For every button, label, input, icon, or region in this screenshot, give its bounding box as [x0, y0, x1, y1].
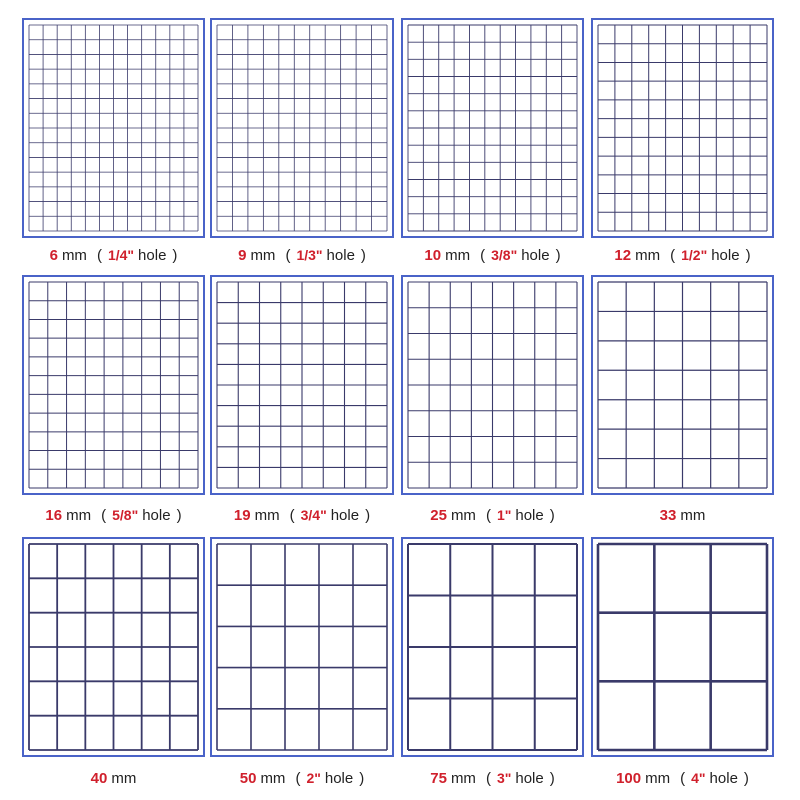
wire-grid: [212, 277, 392, 493]
hole-label: hole: [330, 506, 360, 524]
mesh-size-value: 9: [238, 246, 247, 264]
hole-label: hole: [324, 769, 354, 787]
wire-grid: [403, 20, 582, 236]
wire-grid: [593, 20, 772, 236]
mesh-size-value: 12: [614, 246, 632, 264]
mesh-caption-33mm: [591, 502, 774, 528]
mesh-panel-9mm: [210, 18, 394, 238]
mesh-size-unit: mm: [645, 769, 671, 787]
open-paren: (: [485, 506, 491, 524]
wire-grid: [593, 277, 772, 493]
hole-inch-value: 1/3": [296, 247, 323, 263]
mesh-caption-75mm: [401, 765, 584, 791]
mesh-caption-40mm: [22, 765, 205, 791]
close-paren: ): [359, 769, 365, 787]
hole-label: hole: [142, 506, 171, 524]
mesh-panel-33mm: [591, 275, 774, 495]
open-paren: (: [285, 246, 291, 264]
close-paren: ): [365, 506, 371, 524]
mesh-size-unit: mm: [111, 769, 137, 787]
open-paren: (: [101, 506, 107, 524]
mesh-caption-16mm: [22, 502, 205, 528]
close-paren: ): [549, 506, 555, 524]
mesh-caption-25mm: [401, 502, 584, 528]
mesh-panel-6mm: [22, 18, 205, 238]
close-paren: ): [172, 246, 178, 264]
mesh-panel-40mm: [22, 537, 205, 757]
mesh-panel-10mm: [401, 18, 584, 238]
wire-grid: [212, 20, 392, 236]
hole-inch-value: 4": [691, 770, 706, 786]
mesh-size-value: 19: [233, 506, 251, 524]
open-paren: (: [485, 769, 491, 787]
mesh-caption-10mm: [401, 242, 584, 268]
wire-grid: [403, 539, 582, 755]
hole-label: hole: [521, 246, 550, 264]
mesh-caption-50mm: [210, 765, 394, 791]
close-paren: ): [555, 246, 561, 264]
mesh-panel-25mm: [401, 275, 584, 495]
mesh-panel-12mm: [591, 18, 774, 238]
mesh-size-unit: mm: [61, 246, 87, 264]
close-paren: ): [360, 246, 366, 264]
mesh-size-value: 25: [430, 506, 447, 524]
open-paren: (: [680, 769, 686, 787]
hole-label: hole: [709, 769, 738, 787]
hole-inch-value: 3/8": [491, 247, 518, 263]
hole-inch-value: 1/4": [107, 247, 135, 263]
close-paren: ): [745, 246, 751, 264]
mesh-panel-50mm: [210, 537, 394, 757]
mesh-caption-100mm: [591, 765, 774, 791]
mesh-size-value: 10: [424, 246, 442, 264]
close-paren: ): [549, 769, 555, 787]
close-paren: ): [176, 506, 182, 524]
mesh-size-value: 75: [430, 769, 447, 787]
open-paren: (: [96, 246, 102, 264]
mesh-panel-19mm: [210, 275, 394, 495]
mesh-caption-12mm: [591, 242, 774, 268]
hole-label: hole: [711, 246, 740, 264]
wire-grid: [593, 539, 772, 755]
open-paren: (: [295, 769, 301, 787]
wire-grid: [24, 277, 203, 493]
hole-label: hole: [326, 246, 355, 264]
mesh-size-value: 6: [49, 246, 58, 264]
mesh-size-unit: mm: [66, 506, 92, 524]
open-paren: (: [670, 246, 676, 264]
wire-grid: [24, 20, 203, 236]
wire-grid: [403, 277, 582, 493]
wire-grid: [24, 539, 203, 755]
mesh-caption-19mm: [210, 502, 394, 528]
mesh-panel-75mm: [401, 537, 584, 757]
mesh-size-unit: mm: [450, 506, 476, 524]
hole-inch-value: 3/4": [300, 507, 327, 523]
mesh-size-unit: mm: [445, 246, 471, 264]
mesh-size-unit: mm: [260, 769, 286, 787]
mesh-size-value: 40: [90, 769, 108, 787]
wire-grid: [212, 539, 392, 755]
mesh-caption-9mm: [210, 242, 394, 268]
hole-label: hole: [138, 246, 167, 264]
mesh-size-unit: mm: [635, 246, 661, 264]
mesh-size-unit: mm: [254, 506, 280, 524]
hole-label: hole: [515, 506, 544, 524]
hole-inch-value: 2": [306, 770, 321, 786]
hole-inch-value: 5/8": [112, 507, 139, 523]
mesh-size-value: 33: [659, 506, 677, 524]
mesh-size-unit: mm: [250, 246, 276, 264]
hole-label: hole: [515, 769, 544, 787]
close-paren: ): [743, 769, 749, 787]
mesh-panel-16mm: [22, 275, 205, 495]
mesh-size-unit: mm: [450, 769, 476, 787]
mesh-size-value: 50: [239, 769, 257, 787]
open-paren: (: [480, 246, 486, 264]
hole-inch-value: 3": [496, 770, 512, 786]
mesh-size-value: 16: [45, 506, 63, 524]
mesh-size-unit: mm: [680, 506, 706, 524]
hole-inch-value: 1": [496, 507, 512, 523]
mesh-size-value: 100: [616, 769, 642, 787]
mesh-panel-100mm: [591, 537, 774, 757]
hole-inch-value: 1/2": [681, 247, 708, 263]
mesh-caption-6mm: [22, 242, 205, 268]
open-paren: (: [289, 506, 295, 524]
